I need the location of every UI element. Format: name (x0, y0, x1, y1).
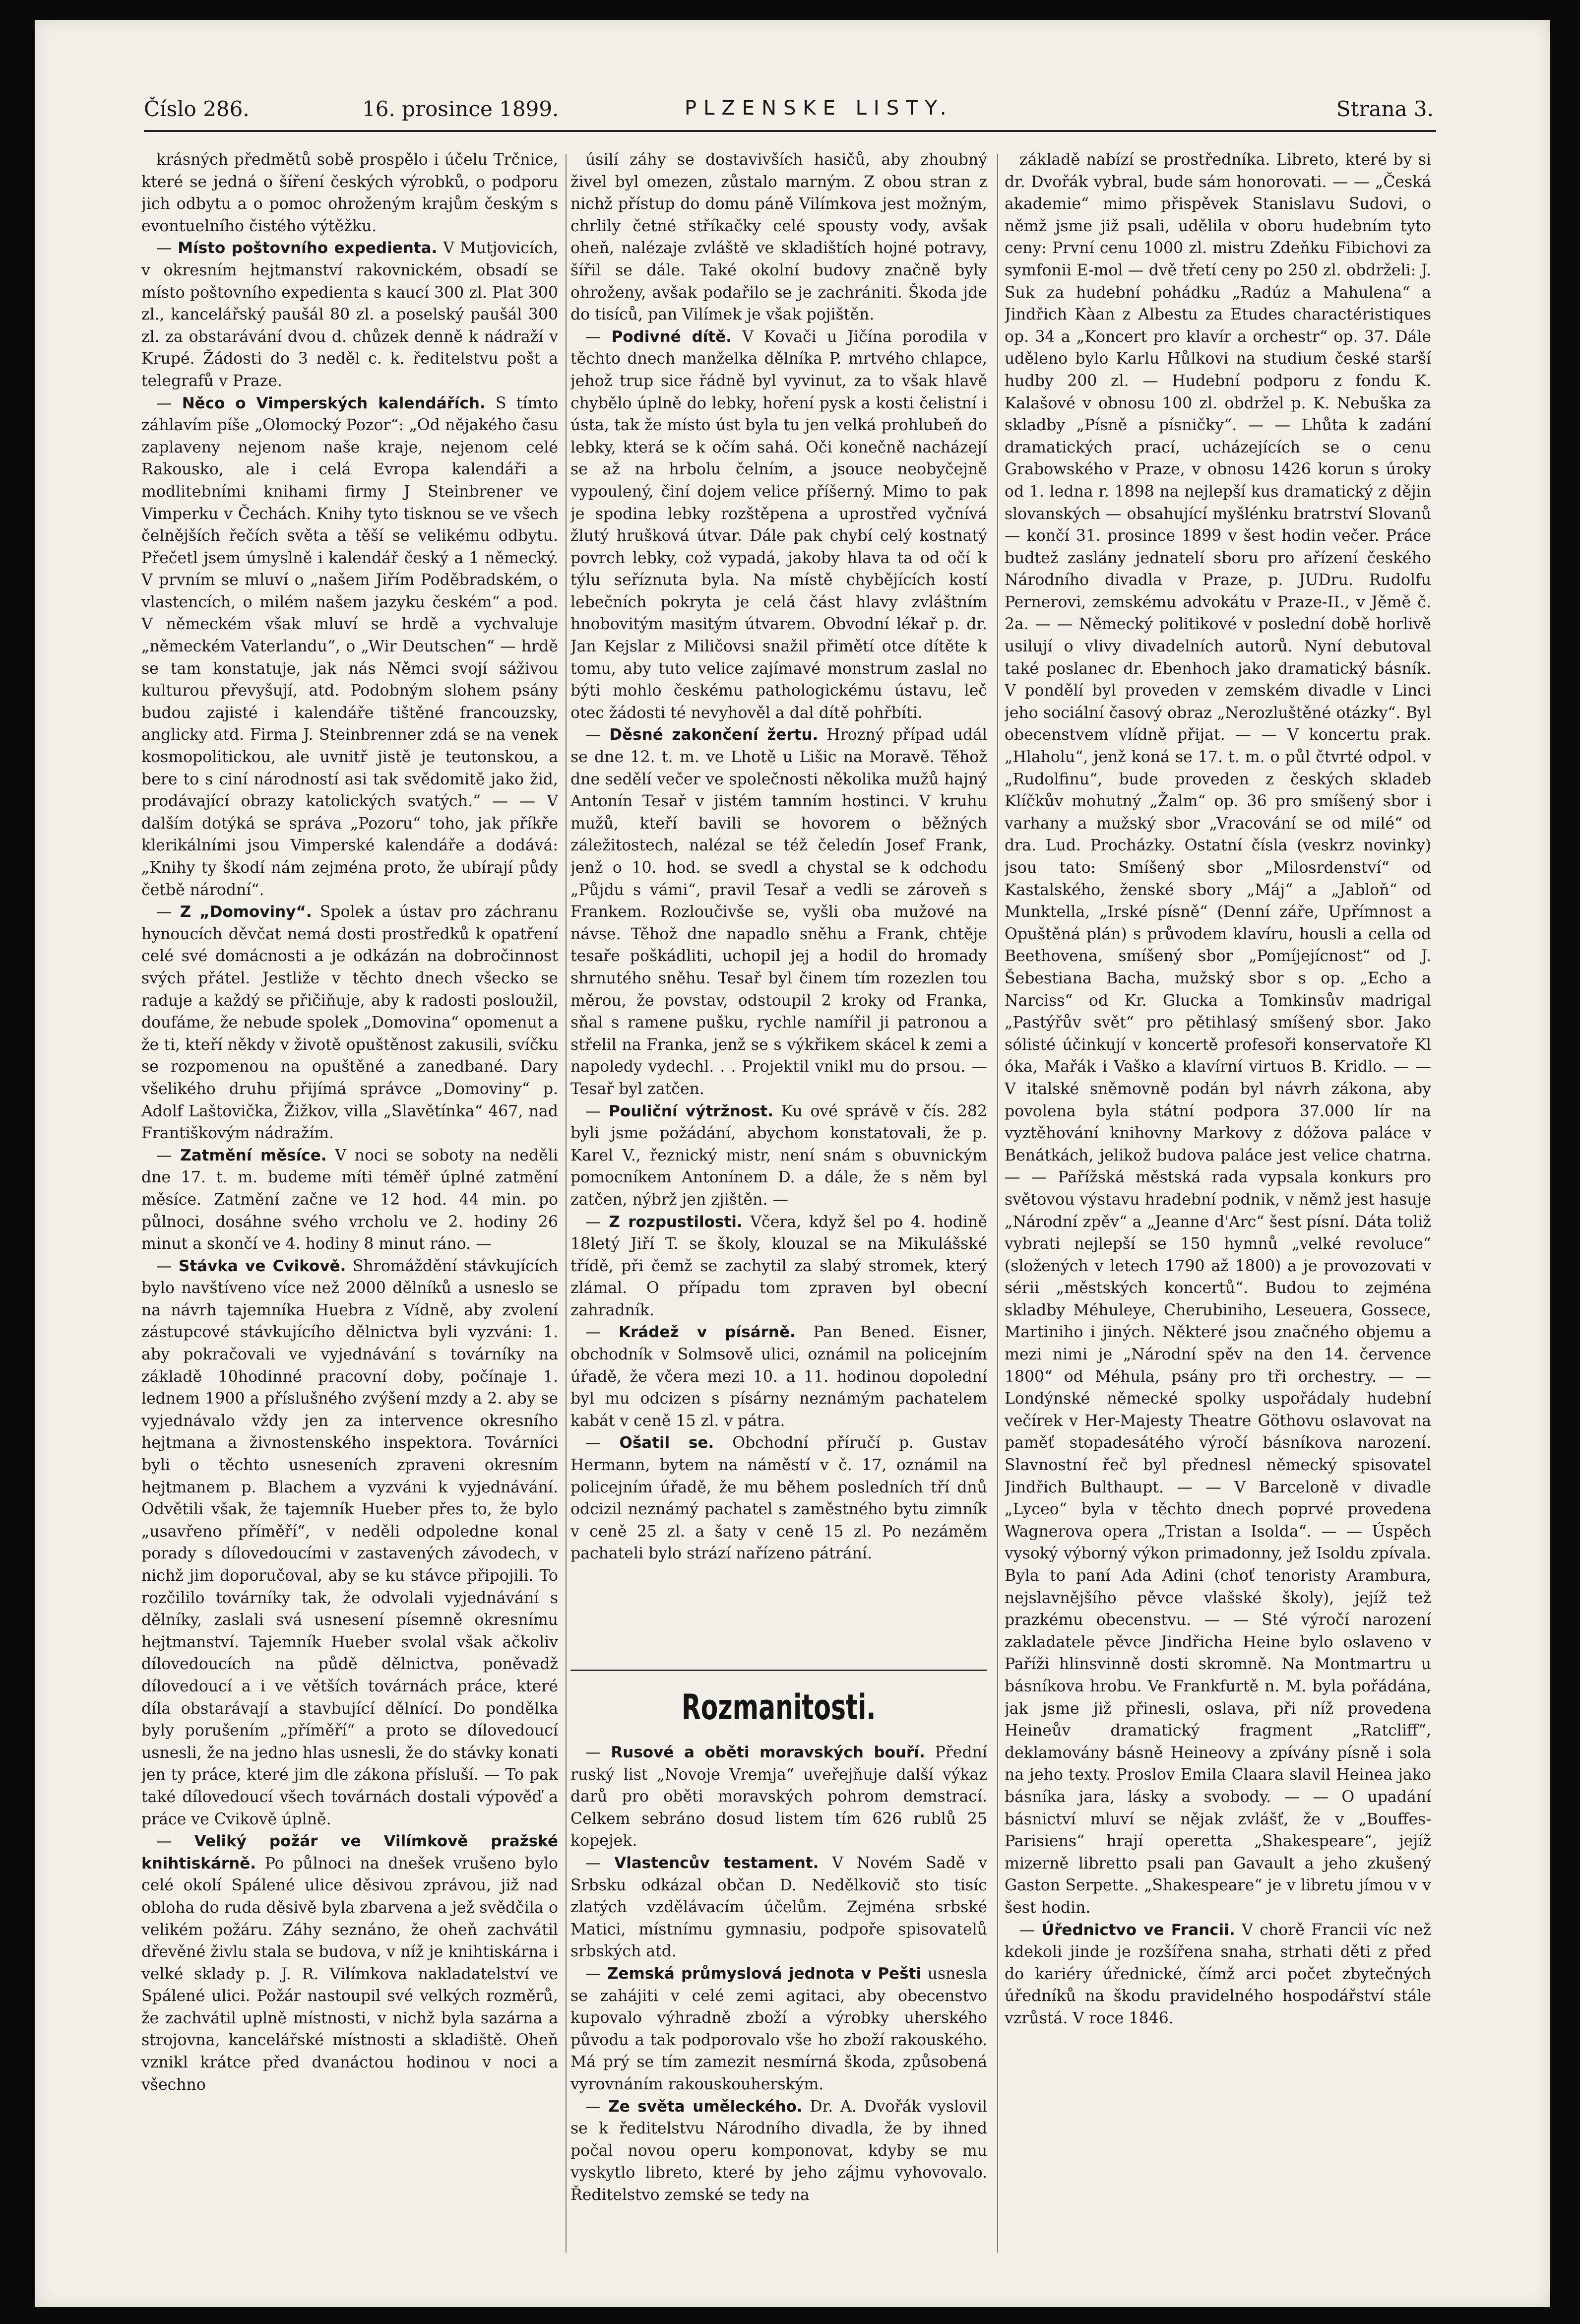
article-headline: Vlastencův testament. (614, 1854, 819, 1872)
article-text: krásných předmětů sobě prospělo i účelu Trčnice, které se jedná o šíření českých výrobků, o podporu jich odbytu a o pomoc ohroženým krajům českým s evontuelního čistého výtěžku. (141, 151, 558, 235)
article-text: Shromáždění stávkujících bylo navštíveno více než 2000 dělníků a usneslo se na návrh tajemníka Huebra z Vídně, aby zvolení zástupcové stávkujícího dělnictva byli vyzváni: 1. aby pokračovali ve vyjednávání s továrníky na základě 10hodinné pracovní doby, počínaje 1. lednem 1900 a příslušného zvýšení mzdy a 2. aby se vyjednávalo vždy jen za intervence okresního hejtmana a živnostenského inspektora. Továrníci byli o těchto usneseních zpraveni okresním hejtmanem p. Blachem a vyzváni k vyjednávání. Odvětili však, že tajemník Hueber přes to, že bylo „usavřeno příměří“, v neděli odpoledne konal porady s dílovedoucími v zastavených závodech, v nichž jim doporučoval, aby se ku stávce připojili. To rozčililo továrníky tak, že odvolali vyjednávání s dělníky, zaslali svá usnesení písemně okresnímu hejtmanství. Tajemník Hueber svolal však ačkoliv dílovedoucích na půdě dělnictva, poněvadž dílovedoucí a i ve větších továrnách práce, které díla obstarávají a stavbující dělnící. Do pondělka byly porušením „příměří“ a proto se dílovedoucí usnesli, že na jedno hlas usnesli, že do stávky konati jen ty práce, které jim dle zákona přísluší. — To pak také dílovedoucí všech továrnách dostali výpověď a práce ve Cvikově úplně. (141, 1257, 558, 1828)
page-header (144, 87, 1434, 127)
article-text: Spolek a ústav pro záchranu hynoucích děvčat nemá dosti prostředků k opatření celé své domácnosti a je odkázán na dobročinnost svých přátel. Jestliže v těchto dnech všecko se raduje a každý se přičiňuje, aby k radosti posloužil, doufáme, že nebude spolek „Domovina“ opomenut a že ti, kteří někdy v životě opuštěnost zakusili, svíčku se rozpomenou na opuštěné a zanedbané. Dary všelikého druhu přijímá správce „Domoviny“ p. Adolf Laštovička, Žižkov, villa „Slavětínka“ 467, nad Františkovým nádražím. (141, 903, 558, 1143)
article-text: základě nabízí se prostředníka. Libreto, které by si dr. Dvořák vybral, bude sám honorovati. — — „Česká akademie“ mimo přispěvek Stanislavu Sudovi, o němž jsme již psali, udělila v oboru hudebním tyto ceny: První cenu 1000 zl. mistru Zdeňku Fibichovi za symfonii E-mol — dvě třetí ceny po 250 zl. obdrželi: J. Suk za hudební pohádku „Radúz a Mahulena“ a Jindřich Kàan z Albestu za Etudes charactéristiques op. 34 a „Koncert pro klavír a orchestr“ op. 37. Dále uděleno bylo Karlu Hůlkovi na studium české starší hudby 200 zl. — Hudební podporu z fondu K. Kalašové v obnosu 100 zl. obdržel p. K. Nebuška za skladby „Písně a písničky“. — — Lhůta k zadání dramatických prací, ucházejících se o cenu Grabowského v Praze, v obnosu 1426 korun s úroky od 1. ledna r. 1898 na nejlepší kus dramatický z dějin slovanských — obsahující myšlénku bratrství Slovanů — končí 31. prosince 1899 v šest hodin večer. Práce budtež zaslány jednatelí sboru pro ařízení českého Národního divadla v Praze, p. JUDru. Rudolfu Pernerovi, zemskému advokátu v Praze-II., v Jěmě č. 2a. — — Německý politikové v poslední době horlivě usilují o vlivy divadelních autorů. Nyní debutoval také poslanec dr. Ebenhoch jako dramatický básník. V pondělí byl proveden v zemském divadle v Linci jeho sociální časový obraz „Nerozluštěné otázky“. Byl obecenstvem vlídně přijat. — — V koncertu prak. „Hlaholu“, jenž koná se 17. t. m. o půl čtvrté odpol. v „Rudolfinu“, bude proveden z českých skladeb Klíčkův mohutný „Žalm“ op. 36 pro smíšený sbor i varhany a mužský sbor „Vracování se od milé“ od dra. Lud. Procházky. Ostatní čísla (veskrz novinky) jsou tato: Smíšený sbor „Milosrdenství“ od Kastalského, ženské sbory „Máj“ a „Jabloň“ od Munktella, „Irské písně“ (Denní záře, Upřímnost a Opuštěná plán) s průvodem klavíru, housli a cella od Beethovena, smíšený sbor „Pomíjejícnost“ od J. Šebestiana Bacha, mužský sbor s op. „Echo a Narciss“ od Kr. Glucka a Tomkinsův madrigal „Pastýřův svět“ pro pětihlasý smíšený sbor. Jako sólisté účinkují v koncertě profesoři konservatoře Kl óka, Mařák i Vaško a klavírní virtuos B. Kridlo. — — V italské sněmovně podán byl návrh zákona, aby povolena byla státní podpora 37.000 lír na vyztěhování knihovny Markovy z dóžova paláce v Benátkách, jelikož budova paláce jest velice chatrna. — — Pařížská městská rada vypsala konkurs pro světovou výstavu hradební podnik, v němž jest hasuje „Národní zpěv“ a „Jeanne d'Arc“ šest písní. Dáta toliž vybrati nejlepší se 150 hymnů „velké revoluce“ (složených v letech 1790 až 1800) a je provozovati v sérii „městských koncertů“. Budou to zejména skladby Méhuleye, Cherubiniho, Leseuera, Gossece, Martiniho i jiných. Některé jsou značného objemu a mezi nimi je „Národní spěv na den 14. července 1800“ od Méhula, psány pro tři orchestry. — — Londýnské německé spolky uspořádaly hudební večírek v Her-Majesty Theatre Göthovu oslavovat na paměť stopadesátého výročí básníkova narození. Slavnostní řeč byl přednesl německý spisovatel Jindřich Bulthaupt. — — V Barceloně v divadle „Lyceo“ byla v těchto dnech poprvé provedena Wagnerova opera „Tristan a Isolda“. — — Úspěch vysoký výborný výkon primadonny, jež Isoldu zpívala. Byla to paní Ada Adini (choť tenoristy Arambura, nejslavnějšího pěvce vlašské školy), jejíž tež prazkému obecenstvu. — — Sté výročí narození zakladatele pěvce Jindřicha Heine bylo oslaveno v Paříži hlinsvinně dosti skromně. Na Montmartru u básníkova hrobu. Ve Frankfurtě n. M. byla pořádána, jak jsme již přinesli, oslava, při níž provedena Heineův dramatický fragment „Ratcliff“, deklamovány básně Heineovy a zpívány písně i sola na jeho texty. Proslov Emila Claara slavil Heinea jako básníka jara, lásky a svobody. — — O upadání básnictví mluví se nějak zvlášť, že v „Bouffes-Parisiens“ hrají operetta „Shakespeare“, jejíž mizerně libretto psali pan Gavault a jeho zkušený Gaston Serpette. „Shakespeare“ je v libretu jímou v v šest hodin. (1005, 151, 1431, 1917)
dash: — (585, 2097, 609, 2116)
dash: — (156, 1832, 194, 1851)
dash: — (156, 903, 180, 921)
article-headline: Pouliční výtržnost. (609, 1102, 774, 1120)
article-paragraph (141, 392, 558, 902)
article-text: Ku ové správě v čís. 282 byli jsme požádání, abychom konstatovali, že p. Karel V., řeznický mistr, není snám s obuvnickým pomocníkem Antonínem D. a dále, že s něm byl zatčen, nýbrž jen zjištěn. — (570, 1102, 987, 1209)
article-paragraph (570, 724, 987, 1100)
column-2-rozmanitosti (570, 1742, 987, 2253)
dash: — (585, 1323, 619, 1342)
section-title: Rozmanitosti. (682, 1687, 876, 1728)
section-heading (570, 1682, 987, 1737)
dash: — (585, 1102, 609, 1120)
article-text: Po půlnoci na dnešek vrušeno bylo celé okolí Spálené ulice děsivou zprávou, již nad obloha do ruda děsivě byla zbarvena a jež svědčila o velikém požáru. Záhy seznáno, že oheň zachvátil dřevěné živlu stala se budova, v níž je knihtiskárna i velké sklady p. J. R. Vilímkova nakladatelství ve Spálené ulici. Požár nastoupil své velkých rozměrů, že zachvátil uplně místnosti, v nichž byla sazárna a strojovna, kancelářské místnosti a skladiště. Oheň vznikl krátce před dvanáctou hodinou v noci a všechno (141, 1854, 558, 2094)
article-text: V Kovači u Jičína porodila v těchto dnech manželka dělníka P. mrtvého chlapce, jehož trup sice řádně byl vyvinut, za to však hlavě chybělo úplně do lebky, hoření pysk a kosti čelistní i ústa, tak že místo úst byla tu jen velká prohlubeň do lebky, která se k očím sahá. Oči konečně nacházejí se až na hrbolu čelním, a jsouce neobyčejně vypoulený, činí dojem velice příšerný. Mimo to pak je spodina lebky rozštěpena a uprostřed vyčnívá žlutý hrušková útvar. Dále pak chybí celý kostnatý povrch lebky, což vypadá, jakoby hlava ta od očí k týlu seříznuta byla. Na místě chybějících kostí lebečních pokryta je celá část hlavy zvláštním hnobovitým masitým útvarem. Obvodní lékař p. dr. Jan Kejslar z Miličovsi snažil přimětí otce dítěte k tomu, aby tuto velice zajímavé monstrum zaslal no býti mohlo českému pathologickému ústavu, leč otec žádosti té nevyhověl a dal dítě pohřbíti. (570, 327, 987, 722)
dash: — (1019, 1921, 1042, 1939)
article-headline: Zemská průmyslová jednota v Pešti (607, 1964, 922, 1983)
article-headline: Stávka ve Cvikově. (179, 1257, 346, 1275)
newspaper-title: PLZENSKE LISTY. (685, 97, 953, 120)
article-headline: Z rozpustilosti. (609, 1213, 743, 1231)
column-2 (570, 149, 987, 1662)
article-paragraph (570, 1963, 987, 2096)
dash: — (156, 1257, 179, 1275)
article-paragraph (570, 326, 987, 724)
article-text: V Novém Sadě v Srbsku odkázal občan D. Nedělkovič sto tisíc zlatých vzdělávacím účelům. Zejména srbské Matici, místnímu gymnasiu, podpoře spisovatelů srbských atd. (570, 1854, 987, 1961)
column-divider (566, 154, 567, 2253)
article-text: V chorě Francii víc než kdekoli jinde je rozšířena snaha, strhati děti z před do kariéry úřednické, čímž arci počet zbytečných úředníků na škodu pravidelného hospodářství stále vzrůstá. V roce 1846. (1005, 1921, 1431, 2027)
article-text: Pan Bened. Eisner, obchodník v Solmsově ulici, oznámil na policejním úřadě, že včera mezi 10. a 11. hodinou dopolední byl mu odcizen s písárny neznámým pachatelem kabát v ceně 15 zl. v pátra. (570, 1323, 987, 1430)
article-paragraph (141, 237, 558, 392)
dash: — (156, 1146, 181, 1164)
article-headline: Zatmění měsíce. (180, 1146, 327, 1164)
dash: — (585, 1434, 620, 1452)
article-paragraph (570, 1321, 987, 1432)
section-rule (570, 1670, 987, 1671)
column-1 (141, 149, 558, 2253)
article-paragraph (570, 1852, 987, 1963)
article-headline: Rusové a oběti moravských bouří. (611, 1743, 925, 1761)
column-3 (1005, 149, 1431, 2253)
article-text: V noci se soboty na neděli dne 17. t. m. budeme míti téměř úplné zatmění měsíce. Zatmění začne ve 12 hod. 44 min. po půlnoci, dosáhne svého vrcholu ve 2. hodiny 26 minut a skončí ve 4. hodiny 8 minut ráno. — (141, 1146, 558, 1253)
article-paragraph (570, 149, 987, 326)
article-headline: Veliký požár ve Vilímkově pražské knihtiskárně. (141, 1832, 558, 1872)
dash: — (585, 1743, 611, 1761)
dash: — (585, 327, 612, 346)
dash: — (585, 1854, 615, 1872)
article-headline: Úřednictvo ve Francii. (1041, 1921, 1235, 1939)
article-headline: Ošatil se. (619, 1434, 714, 1452)
article-headline: Místo poštovního expedienta. (178, 239, 438, 258)
dash: — (585, 1213, 609, 1231)
article-paragraph (141, 901, 558, 1145)
dash: — (156, 394, 182, 412)
article-text: Přední ruský list „Novoje Vremja“ uveřejňuje další výkaz darů pro oběti moravských pohrom demstrací. Celkem sebráno dosud listem tím 626 rublů 25 kopejek. (570, 1743, 987, 1850)
article-paragraph (141, 1255, 558, 1830)
dash: — (585, 1964, 607, 1983)
dash: — (585, 726, 610, 744)
article-paragraph (570, 1211, 987, 1322)
article-headline: Podivné dítě. (611, 327, 732, 346)
article-headline: Něco o Vimperských kalendářích. (182, 394, 486, 412)
article-paragraph (570, 1100, 987, 1211)
article-text: V Mutjovicích, v okresním hejtmanství rakovnickém, obsadí se místo poštovního expedienta s kaucí 300 zl. Plat 300 zl., kancelářský paušál 80 zl. a poselský paušál 300 zl. za obstarávání dvou d. chůzek denně k nádraží v Krupé. Žádosti do 3 neděl c. k. ředitelstvu pošt a telegrafů v Praze. (141, 239, 558, 390)
article-paragraph (570, 2096, 987, 2206)
dash: — (156, 239, 178, 258)
article-paragraph (1005, 1919, 1431, 2030)
article-text: Včera, když šel po 4. hodině 18letý Jiří T. se školy, klouzal se na Mikulášské třídě, při čemž se zachytil za slabý stromek, který zlámal. O případu tom zpraven byl obecní zahradník. (570, 1213, 987, 1319)
article-text: Hrozný případ udál se dne 12. t. m. ve Lhotě u Lišic na Moravě. Těhož dne sedělí večer ve společnosti několika mužů hajný Antonín Tesař v jistém tamním hostinci. V kruhu mužů, kteří bavili se hovorem o běžných záležitostech, nalézal se též čeledín Josef Frank, jenž o 10. hod. se svedl a chystal se k odchodu „Půjdu s vámi“, pravil Tesař a vedli se zároveň s Frankem. Rozloučivše se, vyšli oba mužové na návse. Těhož dne napadlo sněhu a Frank, chtěje tesaře poškádliti, uchopil jej a hodil do hromady shrnutého sněhu. Tesař byl činem tím rozezlen tou měrou, že povstav, odstoupil 2 kroky od Franka, sňal s ramene pušku, rychle namířil ji patronou a střelil na Franka, jenž se s výkřikem skácel k zemi a napoledy vydechl. . . Projektil vnikl mu do prsou. — Tesař byl zatčen. (570, 726, 987, 1098)
page-number: Strana 3. (1336, 97, 1434, 121)
article-headline: Děsné zakončení žertu. (609, 726, 819, 744)
article-paragraph (1005, 149, 1431, 1919)
issue-date: 16. prosince 1899. (362, 97, 559, 121)
issue-number: Číslo 286. (144, 97, 250, 121)
article-text: usnesla se zahájiti v celé zemi agitaci, aby obecenstvo kupovalo výhradně zboží a výrobky uherského původu a tak podporovalo vše ho zboží rakouského. Má prý se tím zamezit nesmírná škoda, způsobená vyrovnáním rakouskouherským. (570, 1964, 987, 2093)
column-divider (997, 154, 998, 2253)
article-paragraph (141, 1830, 558, 2096)
article-paragraph (141, 1145, 558, 1255)
article-headline: Krádež v písárně. (619, 1323, 796, 1342)
article-paragraph (570, 1432, 987, 1565)
article-text: Dr. A. Dvořák vyslovil se k ředitelstvu Národního divadla, že by ihned počal novou operu komponovat, kdyby se mu vyskytlo libreto, které by jeho zájmu vyhovovalo. Ředitelstvo zemské se tedy na (570, 2097, 987, 2204)
article-headline: Z „Domoviny“. (180, 903, 312, 921)
article-headline: Ze světa uměleckého. (608, 2097, 803, 2116)
article-paragraph (570, 1742, 987, 1852)
article-text: S tímto záhlavím píše „Olomocký Pozor“: „Od nějakého času zaplaveny nejenom naše kraje, nejenom celé Rakousko, ale i celá Evropa kalendáři a modlitebními knihami firmy J Steinbrener ve Vimperku v Čechách. Knihy tyto tisknou se ve všech čelnějších řečích světa a těší se velikému odbytu. Přečetl jsem úmyslně i kalendář český a 1 německý. V prvním se mluví o „našem Jiřím Poděbradském, o vlastencích, o milém našem jazyku českém“ a pod. V německém však mluví se hrdě a vychvaluje „německém Vaterlandu“, o „Wir Deutschen“ — hrdě se tam konstatuje, jak nás Němci svojí sáživou kulturou převyšují, atd. Podobným slohem psány budou zajisté i kalendáře tištěné francouzsky, anglicky atd. Firma J. Steinbrenner zdá se na venek kosmopolitickou, ale uvnitř jistě je teutonskou, a bere to s ciní národností asi tak svědomitě jako žid, prodávající obrazy katolických svatých.“ — — V dalším dotýká se správa „Pozoru“ toho, jak příkře klerikálními jsou Vimperské kalendáře a dodává: „Knihy ty škodí nám zejména proto, že ubírají půdy četbě národní“. (141, 394, 558, 899)
header-rule (144, 130, 1436, 132)
article-text: úsilí záhy se dostavivších hasičů, aby zhoubný živel byl omezen, zůstalo marným. Z obou stran z nichž přístup do domu páně Vilímkova jest možným, chrlily četné stříkačky celé spousty vody, avšak oheň, nalézaje zvláště ve skladištích hojné potravy, šířil se dále. Také okolní budovy značně byly ohroženy, avšak podařilo se je zachrániti. Škoda jde do tisíců, pan Vilímek je však pojištěn. (570, 151, 987, 324)
article-text: Obchodní příručí p. Gustav Hermann, bytem na náměstí v č. 17, oznámil na policejním úřadě, že mu během posledních tří dnů odcizil neznámý pachatel s zaměstného bytu zimník v ceně 25 zl. a šaty v ceně 15 zl. Po nezáměm pachateli bylo strází nařízeno pátrání. (570, 1434, 987, 1563)
article-paragraph (141, 149, 558, 237)
